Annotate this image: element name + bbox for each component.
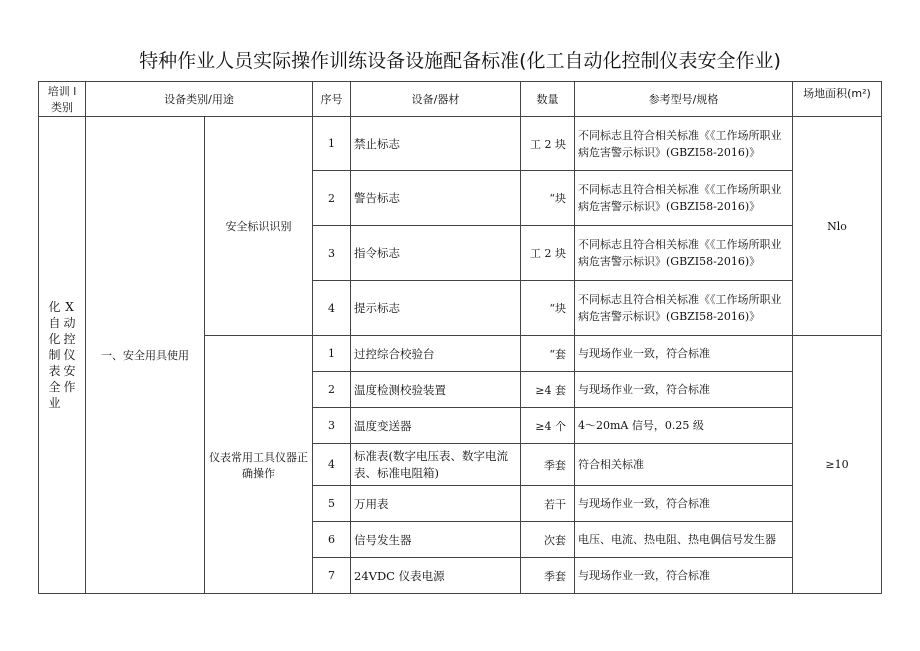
spec-cell: 4～20mA 信号，0.25 级: [575, 408, 793, 444]
header-equipment: 设备/器材: [351, 82, 521, 117]
item-cell: 警告标志: [351, 171, 521, 226]
area-cell: ≥10: [793, 336, 882, 594]
cat-char: 仪: [63, 348, 76, 362]
spec-cell: 与现场作业一致，符合标准: [575, 558, 793, 594]
table-row: [39, 117, 882, 171]
spec-cell: 符合相关标准: [575, 444, 793, 486]
cat-char: X: [65, 300, 74, 314]
seq-cell: 2: [313, 372, 351, 408]
header-area: 场地面积(m²): [793, 82, 882, 117]
category-level1: 一、安全用具使用: [86, 117, 205, 594]
item-cell: 禁止标志: [351, 117, 521, 171]
qty-cell: “套: [521, 336, 575, 372]
item-cell: 信号发生器: [351, 522, 521, 558]
cat-char: 化: [48, 300, 61, 314]
header-equipment-category: 设备类别/用途: [86, 82, 313, 117]
qty-cell: 次套: [521, 522, 575, 558]
spec-cell: 与现场作业一致，符合标准: [575, 486, 793, 522]
seq-cell: 3: [313, 408, 351, 444]
qty-cell: 工 2 块: [521, 117, 575, 171]
qty-cell: ≥4 套: [521, 372, 575, 408]
cat-char: 控: [63, 332, 76, 346]
item-cell: 温度检测校验装置: [351, 372, 521, 408]
header-seq: 序号: [313, 82, 351, 117]
header-model: 参考型号/规格: [575, 82, 793, 117]
seq-cell: 7: [313, 558, 351, 594]
qty-cell: “块: [521, 281, 575, 336]
spec-cell: 与现场作业一致，符合标准: [575, 336, 793, 372]
training-category-cell: [39, 117, 86, 594]
item-cell: 提示标志: [351, 281, 521, 336]
cat-char: 作: [63, 380, 76, 394]
seq-cell: 4: [313, 281, 351, 336]
group-name: 仪表常用工具仪器正确操作: [205, 336, 313, 594]
cat-char: 动: [63, 316, 76, 330]
seq-cell: 1: [313, 117, 351, 171]
equipment-standard-table: [38, 81, 882, 594]
spec-cell: 电压、电流、热电阻、热电偶信号发生器: [575, 522, 793, 558]
cat-char: 表: [48, 364, 61, 378]
seq-cell: 6: [313, 522, 351, 558]
seq-cell: 1: [313, 336, 351, 372]
cat-char: 安: [63, 364, 76, 378]
header-training-category: 培训 l 类别: [39, 82, 86, 117]
seq-cell: 3: [313, 226, 351, 281]
spec-cell: 不同标志且符合相关标准《《工作场所职业病危害警示标识》(GBZI58-2016)》: [575, 117, 793, 171]
cat-char: 化: [48, 332, 61, 346]
header-qty: 数量: [521, 82, 575, 117]
qty-cell: “块: [521, 171, 575, 226]
cat-char: 业: [48, 396, 61, 410]
spec-cell: 不同标志且符合相关标准《《工作场所职业病危害警示标识》(GBZI58-2016)》: [575, 281, 793, 336]
item-cell: 过控综合校验台: [351, 336, 521, 372]
item-cell: 24VDC 仪表电源: [351, 558, 521, 594]
page-title: 特种作业人员实际操作训练设备设施配备标准(化工自动化控制仪表安全作业): [139, 50, 781, 72]
area-cell: Nlo: [793, 117, 882, 336]
spec-cell: 不同标志且符合相关标准《《工作场所职业病危害警示标识》(GBZI58-2016)》: [575, 226, 793, 281]
header-row: [39, 82, 882, 117]
spec-cell: 与现场作业一致，符合标准: [575, 372, 793, 408]
qty-cell: 季套: [521, 444, 575, 486]
item-cell: 指令标志: [351, 226, 521, 281]
item-cell: 标准表(数字电压表、数字电流表、标准电阻箱): [351, 444, 521, 486]
seq-cell: 2: [313, 171, 351, 226]
seq-cell: 4: [313, 444, 351, 486]
qty-cell: ≥4 个: [521, 408, 575, 444]
qty-cell: 工 2 块: [521, 226, 575, 281]
cat-char: 制: [48, 348, 61, 362]
spec-cell: 不同标志且符合相关标准《《工作场所职业病危害警示标识》(GBZI58-2016)》: [575, 171, 793, 226]
seq-cell: 5: [313, 486, 351, 522]
cat-char: 全: [48, 380, 61, 394]
item-cell: 温度变送器: [351, 408, 521, 444]
item-cell: 万用表: [351, 486, 521, 522]
qty-cell: 季套: [521, 558, 575, 594]
cat-char: 自: [48, 316, 61, 330]
group-name: 安全标识识别: [205, 117, 313, 336]
qty-cell: 若干: [521, 486, 575, 522]
